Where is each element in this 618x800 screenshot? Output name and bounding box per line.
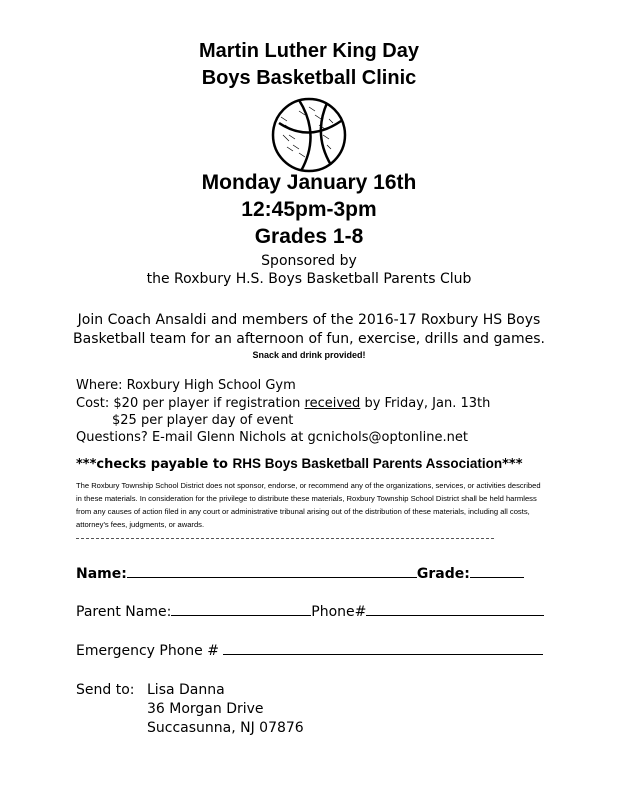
intro-line-2: Basketball team for an afternoon of fun, exercise, drills and games.	[73, 331, 545, 347]
intro-line-1: Join Coach Ansaldi and members of the 2016-17 Roxbury HS Boys	[77, 312, 541, 328]
cost-line	[76, 396, 490, 411]
cut-line	[76, 538, 494, 539]
grade-field[interactable]	[470, 563, 524, 578]
name-label: Name:	[76, 566, 127, 582]
event-grades: Grades 1-8	[254, 225, 364, 248]
cost-received: received	[304, 396, 361, 411]
grade-label: Grade:	[416, 566, 470, 582]
questions-line: Questions? E-mail Glenn Nichols at gcnichols@optonline.net	[76, 430, 468, 445]
send-to-name: Lisa Danna	[147, 682, 225, 698]
parent-name-label: Parent Name:	[76, 604, 172, 620]
name-row	[76, 563, 524, 582]
sponsored-by: Sponsored by	[261, 253, 357, 269]
checks-prefix: ***checks payable to	[76, 457, 233, 472]
phone-field[interactable]	[366, 601, 544, 616]
checks-suffix: ***	[502, 457, 523, 472]
where-line: Where: Roxbury High School Gym	[76, 378, 296, 393]
parent-row	[76, 601, 544, 620]
disclaimer-text: The Roxbury Township School District does not sponsor, endorse, or recommend any of the organizations, services, or activities described in these materials. In consideration for the privilege to distribute these materials, Roxbury Township School District shall be held harmless from any causes of action filed in any court or administrative tribunal arising out of the distribution of these materials, including all costs, attorney's fees, judgments, or awards.	[76, 481, 541, 529]
parent-name-field[interactable]	[171, 601, 311, 616]
emergency-row	[76, 640, 543, 659]
basketball-icon	[269, 95, 349, 175]
event-time: 12:45pm-3pm	[241, 198, 377, 221]
title-line-1: Martin Luther King Day	[198, 40, 419, 62]
emergency-phone-label: Emergency Phone #	[76, 643, 219, 659]
name-field[interactable]	[127, 563, 417, 578]
checks-line	[76, 456, 523, 472]
send-to-city: Succasunna, NJ 07876	[147, 720, 304, 736]
checks-payee: RHS Boys Basketball Parents Association	[232, 456, 503, 471]
cost-prefix: Cost: $20 per player if registration	[76, 396, 305, 411]
send-to-street: 36 Morgan Drive	[147, 701, 264, 717]
title-line-2: Boys Basketball Clinic	[201, 67, 417, 89]
sponsor-name: the Roxbury H.S. Boys Basketball Parents Club	[146, 271, 472, 287]
cost-day-line: $25 per player day of event	[112, 413, 294, 428]
send-to-label: Send to:	[76, 682, 135, 698]
emergency-phone-field[interactable]	[223, 640, 543, 655]
snack-note: Snack and drink provided!	[252, 350, 366, 360]
phone-label: Phone#	[311, 604, 367, 620]
cost-suffix: by Friday, Jan. 13th	[360, 396, 491, 411]
event-date: Monday January 16th	[201, 171, 417, 194]
